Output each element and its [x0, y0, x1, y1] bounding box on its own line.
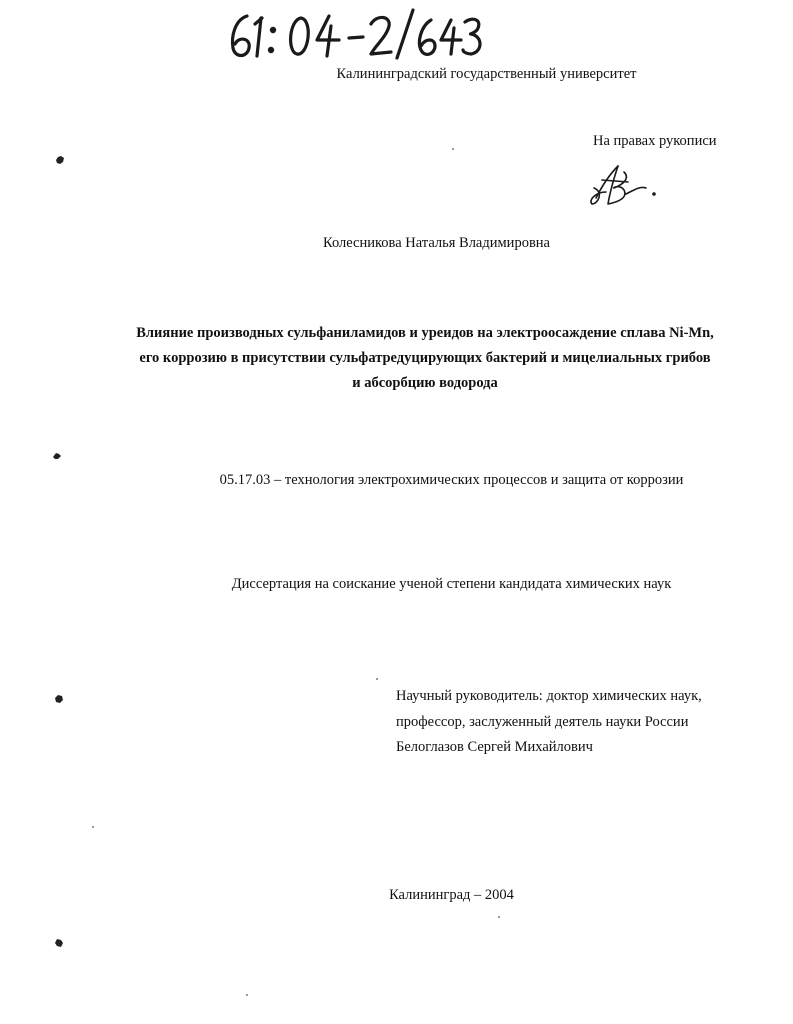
dissertation-title — [60, 321, 790, 396]
supervisor-line-2: профессор, заслуженный деятель науки России — [396, 713, 689, 730]
university-name: Калининградский государственный университет — [336, 66, 637, 82]
archive-code-handwritten — [225, 6, 485, 62]
dissertation-type: Диссертация на соискание ученой степени кандидата химических наук — [231, 576, 672, 592]
author-name: Колесникова Наталья Владимировна — [323, 235, 550, 251]
supervisor-block — [396, 684, 702, 761]
punch-hole-mark — [54, 691, 64, 701]
specialty-code: 05.17.03 – технология электрохимических процессов и защита от коррозии — [219, 472, 684, 488]
scan-speck — [246, 994, 248, 996]
supervisor-name: Белоглазов Сергей Михайлович — [396, 739, 593, 755]
scan-speck — [452, 148, 454, 150]
supervisor-line-1: Научный руководитель: доктор химических наук, — [396, 688, 702, 704]
scan-speck — [498, 916, 500, 918]
scan-speck — [376, 678, 378, 680]
author-signature — [588, 158, 660, 214]
city-year: Калининград – 2004 — [389, 887, 514, 903]
rights-note: На правах рукописи — [593, 133, 717, 149]
title-line-1: Влияние производных сульфаниламидов и уреидов на электроосаждение сплава Ni-Mn, — [136, 325, 714, 341]
title-line-3: и абсорбцию водорода — [352, 375, 498, 391]
punch-hole-mark — [54, 935, 64, 945]
signature-drawing — [588, 158, 660, 214]
archive-code-drawing — [225, 6, 485, 62]
punch-hole-mark — [55, 152, 65, 162]
title-line-2: его коррозию в присутствии сульфатредуцирующих бактерий и мицелиальных грибов — [139, 350, 711, 366]
scan-speck — [92, 826, 94, 828]
punch-hole-mark — [52, 448, 62, 458]
